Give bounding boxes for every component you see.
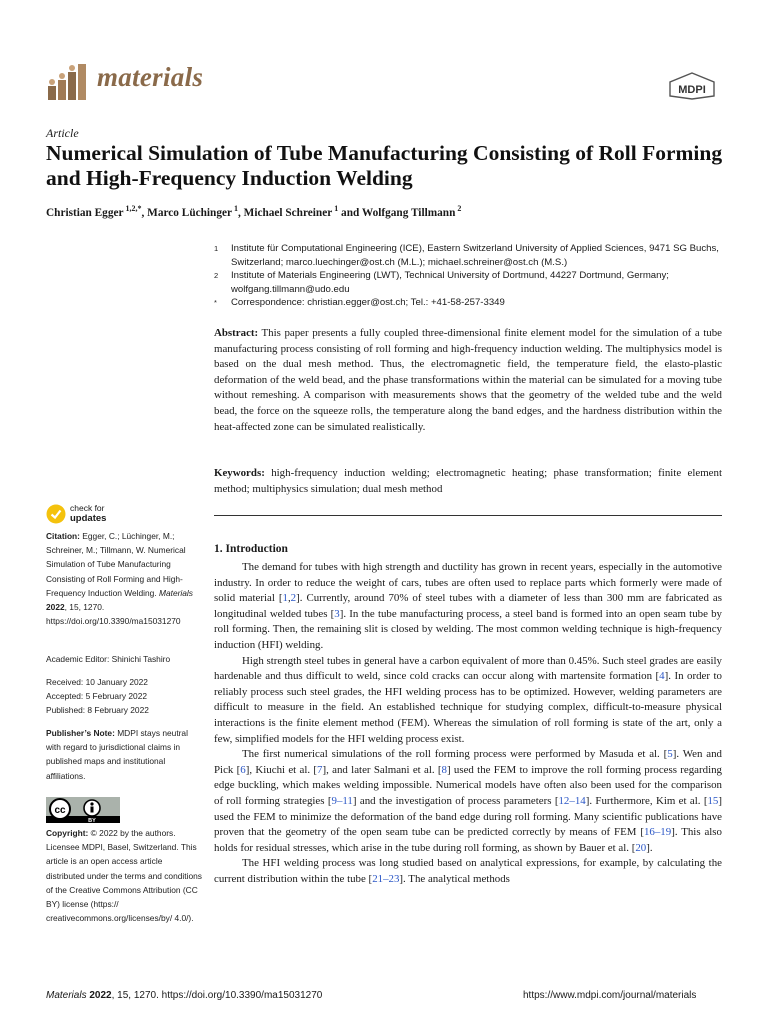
- author-list: Christian Egger $^{1,2,*}$, Marco Lüchinger $^1$, Michael Schreiner $^1$ and Wolfgang Tillmann $^2$: [46, 204, 462, 219]
- affiliation-text: Institute of Materials Engineering (LWT), Technical University of Dortmund, 44227 Dortmund, Germany; wolfgang.tillmann@udo.edu: [231, 270, 669, 295]
- reference-link[interactable]: 8: [441, 763, 447, 776]
- publisher-name: MDPI: [678, 84, 706, 96]
- reference-link[interactable]: 12–14: [558, 794, 586, 807]
- article-type: Article: [46, 126, 79, 140]
- dates: [46, 675, 202, 718]
- citation-label: Citation:: [46, 531, 80, 541]
- note-text: MDPI stays neutral with regard to jurisdictional claims in published maps and institutional affiliations.: [46, 728, 188, 781]
- published-date: Published: 8 February 2022: [46, 705, 149, 716]
- abstract-text: This paper presents a fully coupled three-dimensional finite element model for the simulation of a tube manufacturing process consisting of roll forming and high-frequency induction welding. The multiphysics model is based on the dual mesh method. Thus, the electromagnetic field, the temperature field, the elasto-plastic deformation of the weld bead, and the phase transformations within the material can be simulated for a moving tube without remeshing. A comparison with measurements shows that the geometry of the welded tube and the weld bead, the force on the squeeze rolls, the temperature along the band edges, and the hardness distribution within the heat-affected zone can be simulated realistically.: [214, 327, 722, 433]
- section-body: [214, 560, 722, 887]
- body-paragraph: The HFI welding process was long studied based on analytical expressions, for example, by calculating the current distribution within the tube [21–23]. The analytical methods: [214, 857, 722, 885]
- affiliation-mark: 1: [214, 244, 219, 253]
- reference-link[interactable]: 20: [635, 841, 647, 854]
- cc-by-label: BY: [88, 818, 96, 823]
- affiliation-item: [214, 242, 724, 269]
- author-affiliation-mark: 1,2,*: [123, 204, 142, 213]
- reference-link[interactable]: 2: [290, 592, 297, 605]
- reference-link[interactable]: 5: [667, 748, 673, 761]
- affiliation-item: [214, 269, 724, 296]
- reference-link[interactable]: 21–23: [372, 872, 400, 885]
- section-heading: 1. Introduction: [214, 543, 288, 555]
- abstract: [214, 326, 722, 435]
- body-paragraph: The demand for tubes with high strength and ductility has grown in recent years, especially in the automotive industry. In order to reduce the weight of cars, tubes are often used to replace parts which formerly were made of solid material [1,2]. Currently, around 70% of steel tubes with a diameter of less than 300 mm are fabricated as longitudinal welded tubes [3]. In the tube manufacturing process, a steel band is formed into an open seam tube by roll forming. Then, the remaining slit is closed by welding. The most common welding technique is high-frequency induction (HFI) welding.: [214, 561, 723, 651]
- check-for-updates-icon[interactable]: [46, 504, 66, 524]
- reference-link[interactable]: 1: [282, 592, 288, 605]
- author-affiliation-mark: 1: [232, 204, 238, 213]
- check-for-updates-link[interactable]: [70, 504, 106, 523]
- body-paragraph: High strength steel tubes in general have a carbon equivalent of more than 0.45%. Such steel grades are easily hardenable and thus difficult to weld, since cold cracks can occur along with martensite formation [4]. In order to reliably process such steel grades, the HFI welding process has to be optimized. However, welding parameters are difficult to measure in the field. An established technique for studying complex, difficult-to-measure physical interactions is the finite element method (FEM). Whereas the simulation of roll forming is state of the art, only a few, simplified models for the HFI welding process exist.: [214, 654, 722, 745]
- check-line-2: updates: [70, 512, 107, 524]
- affiliation-item: [214, 296, 724, 310]
- academic-editor: Academic Editor: Shinichi Tashiro: [46, 654, 171, 664]
- citation: [46, 529, 202, 628]
- citation-text: Egger, C.; Lüchinger, M.; Schreiner, M.; Tillmann, W. Numerical Simulation of Tube Manufacturing Consisting of Roll Forming and High-Frequency Induction Welding.: [46, 531, 186, 598]
- publishers-note: [46, 726, 202, 783]
- footer-doi[interactable]: , 15, 1270. https://doi.org/10.3390/ma15031270: [111, 990, 323, 1001]
- keywords: [214, 466, 722, 497]
- reference-link[interactable]: 15: [707, 794, 719, 807]
- journal-name: materials: [97, 62, 204, 92]
- journal-logo-icon: [46, 60, 90, 102]
- citation-rest[interactable]: , 15, 1270. https://doi.org/10.3390/ma15031270: [46, 602, 181, 627]
- footer-journal: Materials: [46, 990, 87, 1001]
- cc-by-license-icon[interactable]: [46, 797, 120, 823]
- mdpi-logo-icon: [667, 72, 717, 100]
- author-name: Michael Schreiner: [243, 206, 333, 219]
- reference-link[interactable]: 3: [334, 607, 340, 620]
- accepted-date: Accepted: 5 February 2022: [46, 691, 148, 702]
- note-label: Publisher’s Note:: [46, 728, 115, 738]
- reference-link[interactable]: 7: [317, 763, 323, 776]
- copyright-label: Copyright:: [46, 828, 89, 838]
- author-name: Christian Egger: [46, 206, 124, 219]
- check-line-1: check for: [70, 503, 105, 513]
- affiliation-mark: 2: [214, 271, 219, 280]
- body-paragraph: The first numerical simulations of the roll forming process were performed by Masuda et al. [5]. Wen and Pick [6], Kiuchi et al. [7], and later Salmani et al. [8] used the FEM to improve the roll forming process regarding edge buckling, which makes welding impossible. Numerical models have often also been used for the comparison of roll forming strategies [9–11] and the investigation of process parameters [12–14]. Furthermore, Kim et al. [15] used the FEM to minimize the deformation of the band edge during roll forming. Many scientific publications have proven that the geometry of the open seam tube can be predicted correctly by means of FEM [16–19]. This also holds for residual stresses, which arise in the tube during roll forming, as shown by Bauer et al. [20].: [214, 748, 723, 854]
- keywords-label: Keywords:: [214, 467, 265, 479]
- reference-link[interactable]: 6: [240, 763, 246, 776]
- paper-title: Numerical Simulation of Tube Manufacturing Consisting of Roll Forming and High-Frequency Induction Welding: [46, 141, 723, 190]
- citation-year: 2022: [46, 602, 65, 613]
- footer-url[interactable]: https://www.mdpi.com/journal/materials: [523, 990, 697, 1001]
- author-name: Marco Lüchinger: [147, 206, 232, 219]
- copyright-text: © 2022 by the authors. Licensee MDPI, Basel, Switzerland. This article is an open access article distributed under the terms and conditions of the Creative Commons Attribution (CC BY) license (https:// creativecommons.org/licenses/by/ 4.0/).: [46, 828, 202, 924]
- affiliation-text: Correspondence: christian.egger@ost.ch; Tel.: +41-58-257-3349: [231, 297, 505, 308]
- copyright: [46, 826, 202, 925]
- section-divider: [214, 515, 722, 516]
- affiliation-mark: *: [214, 298, 217, 307]
- affiliations: [214, 242, 724, 310]
- received-date: Received: 10 January 2022: [46, 677, 148, 687]
- reference-link[interactable]: 16–19: [643, 826, 672, 839]
- author-affiliation-mark: 1: [332, 204, 339, 213]
- affiliation-text: Institute für Computational Engineering (ICE), Eastern Switzerland University of Applied Sciences, 9471 SG Buchs, Switzerland; marco.luechinger@ost.ch (M.L.); michael.schreiner@ost.ch (M.S.): [231, 243, 719, 268]
- abstract-label: Abstract:: [214, 327, 259, 339]
- keywords-text: high-frequency induction welding; electromagnetic heating; phase transformation; finite element method; multiphysics simulation; dual mesh method: [214, 467, 722, 495]
- footer-citation: [46, 990, 322, 1001]
- footer-year: 2022: [86, 990, 112, 1001]
- author-name: Wolfgang Tillmann: [361, 206, 456, 219]
- reference-link[interactable]: 4: [659, 670, 665, 683]
- citation-journal: Materials: [158, 587, 193, 598]
- author-affiliation-mark: 2: [455, 204, 462, 213]
- svg-text:cc: cc: [54, 805, 66, 816]
- reference-link[interactable]: 9–11: [331, 794, 353, 807]
